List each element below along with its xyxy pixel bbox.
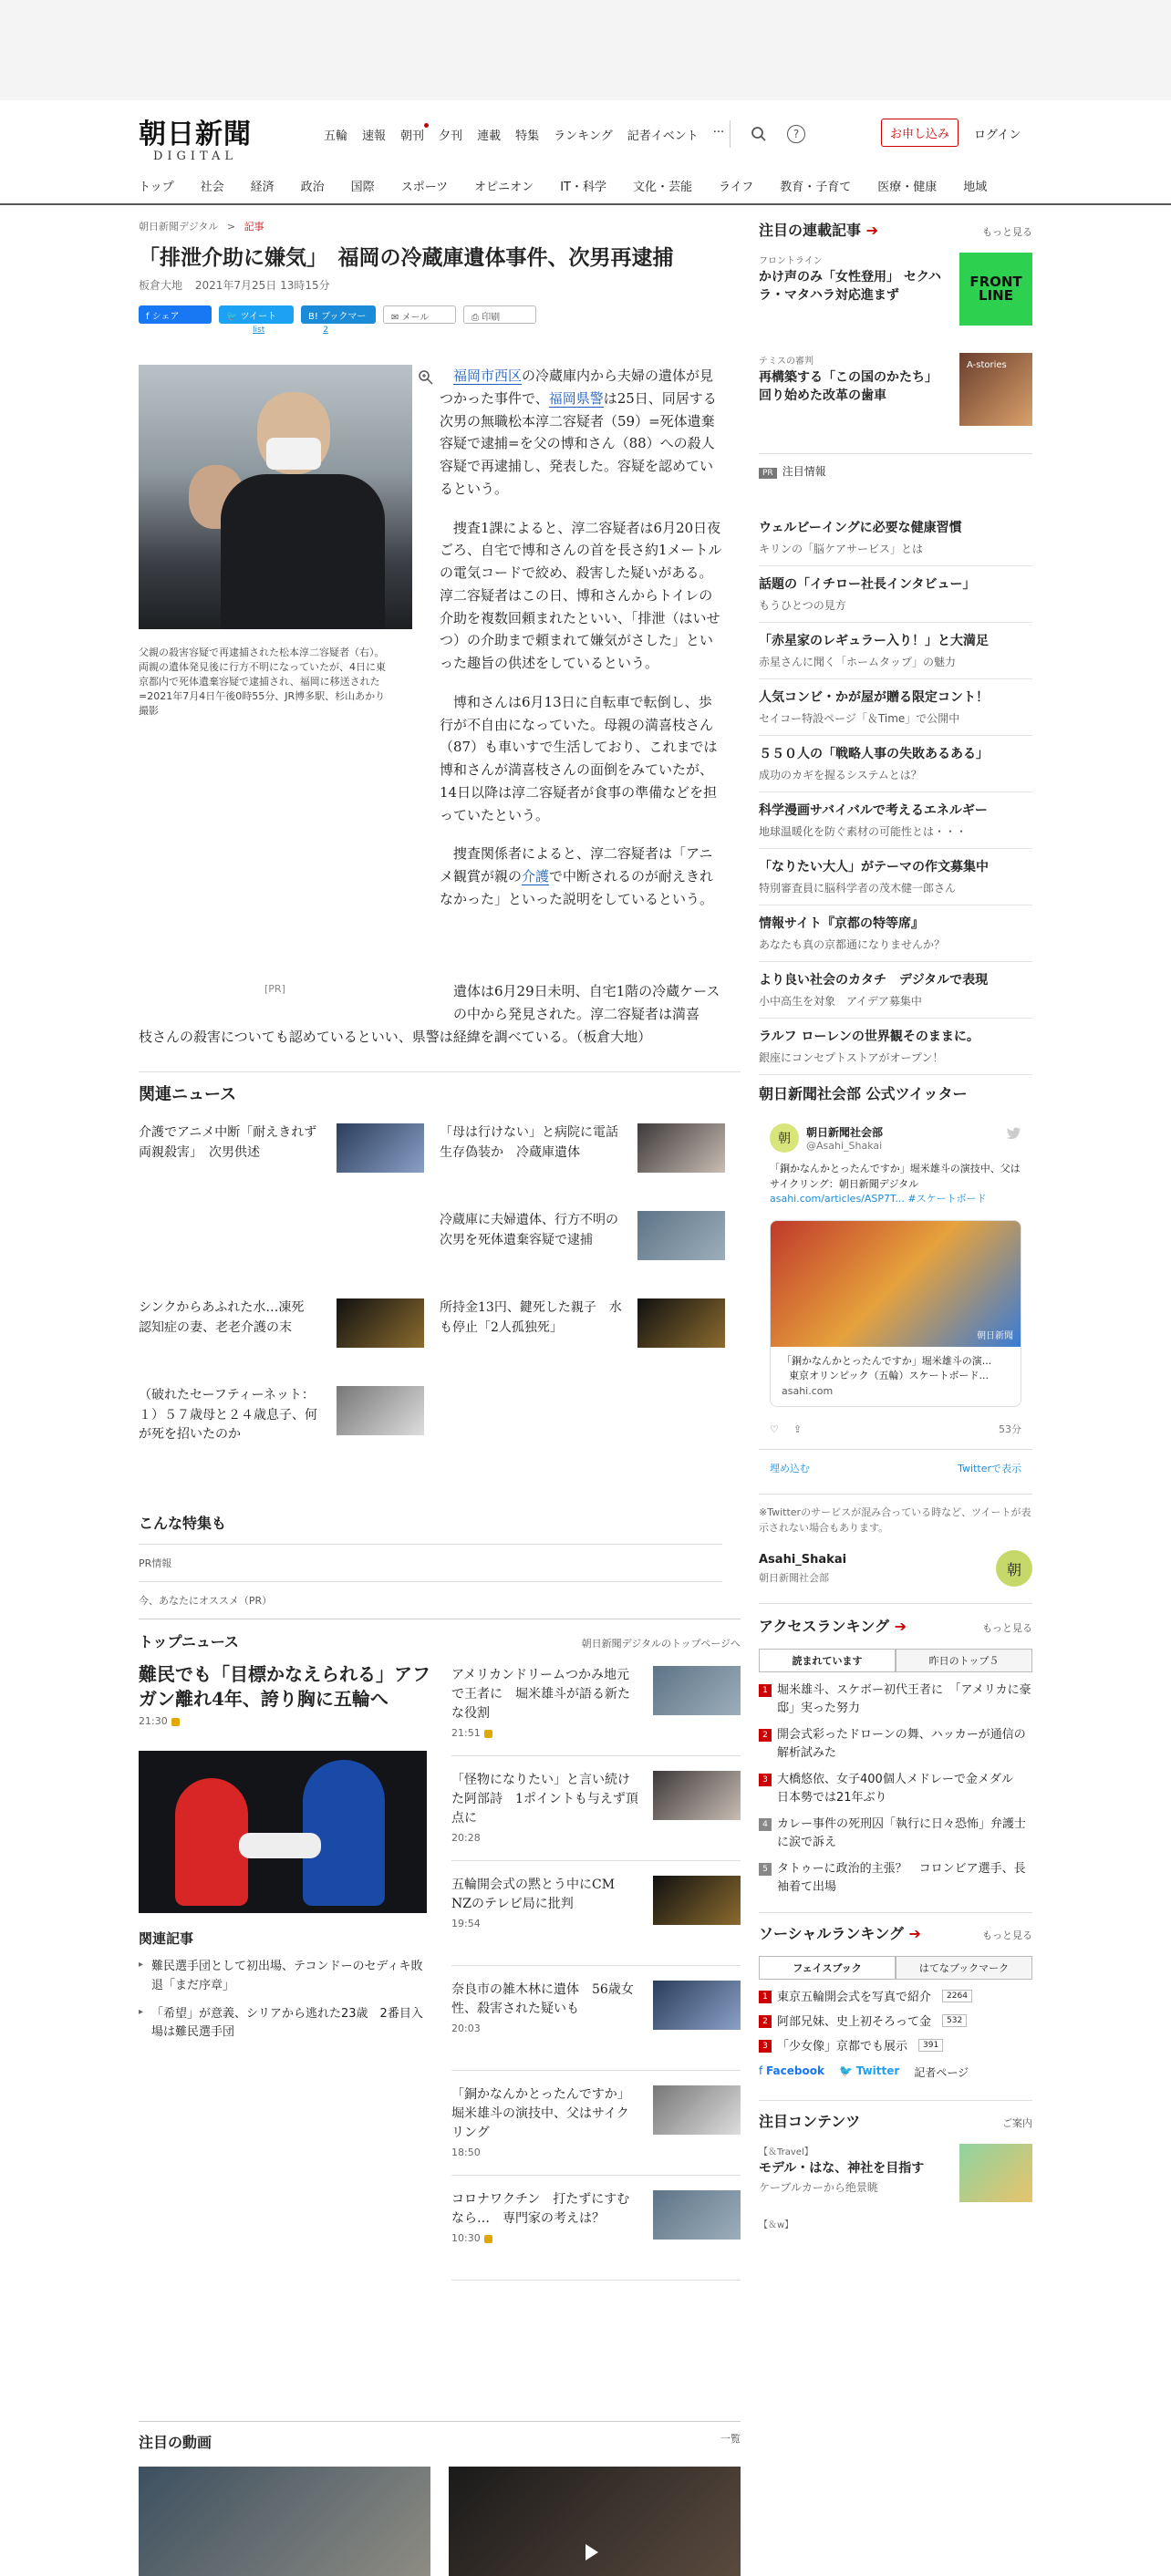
logo[interactable] [139, 111, 252, 163]
breadcrumb-home[interactable]: 朝日新聞デジタル [139, 221, 219, 233]
thumbnail [637, 1298, 725, 1348]
thumbnail [653, 1666, 741, 1715]
thumbnail [637, 1211, 725, 1260]
tweet-card[interactable] [770, 1220, 1021, 1408]
social-title: 東京五輪開会式を写真で紹介 [777, 1991, 932, 2004]
lock-icon [171, 1718, 180, 1726]
time-text: 20:03 [451, 2023, 481, 2034]
tab-most-read[interactable]: 読まれています [759, 1649, 896, 1671]
cat-education[interactable]: 教育・子育て [780, 181, 852, 194]
tweet-body: 「銅かなんかとったんですか」堀米雄斗の演技中、父はサイクリング：朝日新聞デジタル [770, 1163, 1021, 1190]
facebook-label: シェア [151, 311, 180, 322]
lock-icon [484, 2235, 492, 2243]
social-item[interactable] [759, 2012, 1032, 2029]
rank-number: 3 [759, 2040, 772, 2053]
photo-person [221, 474, 385, 629]
account-name: Asahi_Shakai [759, 1552, 847, 1567]
social-ranking [759, 1912, 1032, 2080]
tab-hatena[interactable]: はてなブックマーク [896, 1956, 1032, 1979]
news-title: コロナワクチン 打たずにすむなら… 専門家の考えは？ [451, 2192, 630, 2226]
pr-sub: 特別審査員に脳科学者の茂木健一郎さん [759, 882, 957, 895]
related-articles-title: 関連記事 [139, 1930, 194, 1947]
tweet-hashtag[interactable]: #スケートボード [907, 1193, 987, 1205]
top-news-header [139, 1619, 741, 1651]
view-on-twitter-link[interactable]: Twitterで表示 [958, 1463, 1021, 1474]
cat-society[interactable]: 社会 [200, 181, 224, 194]
access-ranking [759, 1603, 1032, 1896]
thumbnail [637, 1123, 725, 1173]
rank-title: 堀米雄斗、スケボー初代王者に 「アメリカに豪邸」実った努力 [777, 1683, 1031, 1715]
link-kaigo[interactable]: 介護 [522, 868, 550, 885]
content-item[interactable] [759, 2144, 1032, 2208]
pr-headline: より良い社会のカタチ デジタルで表現 [759, 973, 989, 988]
videos-more-link[interactable]: 一覧 [720, 2433, 741, 2445]
pr-headline: 「なりたい大人」がテーマの作文募集中 [759, 860, 989, 874]
cat-health[interactable]: 医療・健康 [877, 181, 938, 194]
logo-sub: DIGITAL [152, 150, 238, 163]
nav-more[interactable]: ··· [712, 126, 725, 140]
pr-item[interactable] [759, 792, 1032, 849]
heart-icon[interactable]: ♡ [770, 1422, 779, 1435]
pr-sub: 小中高生を対象 アイデア募集中 [759, 995, 922, 1008]
share-icon[interactable]: ⇪ [793, 1422, 803, 1435]
tweet-card-image [771, 1221, 1021, 1347]
astories-image: A-stories [959, 353, 1032, 426]
tab-facebook[interactable]: フェイスブック [759, 1956, 896, 1979]
pr-title: 注目情報 [782, 465, 826, 478]
time-text: 21:30 [139, 1715, 168, 1727]
nav-series[interactable]: 連載 [477, 129, 502, 143]
content-sub: ケーブルカーから绝景眺 [759, 2181, 878, 2195]
mail-label: メール [401, 312, 430, 323]
pr-list [759, 510, 1032, 1075]
pr-sub: 赤星さんに聞く「ホームタップ」の魅力 [759, 656, 957, 668]
recommend-row: 今、あなたにオススメ（PR） [139, 1581, 722, 1619]
nav-events[interactable]: 記者イベント [627, 129, 699, 143]
news-title: 五輪開会式の黙とう中にCM NZのテレビ局に批判 [451, 1878, 628, 1911]
section-title: 注目コンテンツ [759, 2113, 861, 2130]
article-paragraph: 博和さんは6月13日に自転車で転倒し、歩行が不自由になっていた。母親の満喜枝さん（87）も車いすで生活しており、これまでは博和さんが満喜枝さんの面倒をみていたが、14日以降は淳二容疑者が食事の準備などを担っていたという。 [440, 693, 718, 823]
cat-international[interactable]: 国際 [350, 181, 375, 194]
news-title: アメリカンドリームつかみ地元で王者に 堀米雄斗が語る新たな役割 [451, 1668, 630, 1721]
social-item[interactable] [759, 1987, 1032, 2004]
hatena-label: ブックマーク [308, 311, 367, 336]
tweet-handle[interactable]: @Asahi_Shakai [806, 1140, 883, 1152]
pr-sub: もうひとつの見方 [759, 599, 846, 612]
related-articles [139, 1958, 427, 2052]
access-tabs [759, 1649, 1032, 1672]
share-counts [253, 326, 741, 335]
news-title: 「銅かなんかとったんですか」堀米雄斗の演技中、父はサイクリング [451, 2087, 630, 2140]
rank-title: タトゥーに政治的主張？ コロンビア選手、長袖着て出場 [777, 1862, 1026, 1894]
article-body [440, 365, 722, 927]
related-item[interactable] [440, 1123, 725, 1173]
text: 捜査関係者によると、淳二容疑者は「アニメ観賞が親の [440, 845, 713, 885]
text: は25日、同居する次男の無職松本淳二容疑者（59）=死体遺棄容疑で逮捕=を父の博和さん（88）への殺人容疑で再逮捕し、発表した。容疑を認めているという。 [440, 389, 717, 497]
related-item[interactable] [139, 1298, 424, 1348]
cat-sports[interactable]: スポーツ [400, 181, 449, 194]
rank-number: 4 [759, 1818, 772, 1831]
article-paragraph [440, 843, 722, 910]
featured-videos [139, 2421, 741, 2452]
lead-time [139, 1715, 430, 1727]
photo-caption: 父親の殺害容疑で再逮捕された松本淳二容疑者（右）。両親の遺体発見後に行方不明になっていたが、4日に東京都内で死体遺棄容疑で逮捕され、福岡に移送された=2021年7月4日午後0時55分、JR博多駅、杉山あかり撮影 [139, 647, 386, 717]
card-host: asahi.com [782, 1384, 834, 1397]
cat-politics[interactable]: 政治 [300, 181, 325, 194]
rank-number: 1 [759, 1684, 772, 1697]
pr-sub: キリンの「脳ケアサービス」とは [759, 543, 924, 555]
tweet-header [770, 1123, 1021, 1153]
pr-item[interactable] [759, 1019, 1032, 1075]
ad-banner [0, 0, 1171, 100]
twitter-count[interactable]: list [253, 325, 265, 335]
site-header [0, 100, 1171, 205]
social-tabs [759, 1956, 1032, 1980]
cat-region[interactable]: 地域 [963, 181, 988, 194]
cat-it-science[interactable]: IT・科学 [560, 181, 606, 194]
cat-opinion[interactable]: オピニオン [474, 181, 534, 194]
card-brand: 朝日新聞 [977, 1330, 1013, 1341]
link-text: Facebook [766, 2064, 824, 2077]
pr-headline: ウェルビーイングに必要な健康習慣 [759, 521, 962, 535]
tweet-actions [770, 1422, 1021, 1436]
twitter-account[interactable] [759, 1550, 1032, 1587]
tweet-footer [759, 1449, 1032, 1486]
sidebar [759, 219, 1032, 2230]
thumbnail [337, 1386, 424, 1435]
rank-title: カレー事件の死刑囚「執行に日々恐怖」弁護士に涙で訴え [777, 1817, 1027, 1849]
related-article-link[interactable]: ▸ 難民選手団として初出場、テコンドーのセディキ敗退「まだ序章」 [139, 1958, 427, 1996]
related-title: シンクからあふれた水…凍死 認知症の妻、老老介護の末 [139, 1300, 317, 1335]
article-paragraph: 捜査1課によると、淳二容疑者は6月20日夜ごろ、自宅で博和さんの首を長さ約1メートルの電気コードで絞め、殺害した疑いがある。淳二容疑者はこの日、博和さんからトイレの介助を複数回頼まれたといい、「排泄（はいせつ）の介助まで頼まれて嫌気がさした」といった趣旨の供述をしているという。 [440, 519, 722, 671]
photo-athlete [303, 1760, 385, 1906]
pr-label: [PR] [264, 983, 285, 995]
time-text: 10:30 [451, 2232, 481, 2244]
pr-item[interactable] [759, 962, 1032, 1019]
thumbnail [337, 1123, 424, 1173]
pr-item[interactable] [759, 905, 1032, 962]
link-fukuoka-police[interactable]: 福岡県警 [548, 389, 604, 407]
related-title: （破れたセーフティーネット：１）５７歳母と２４歳息子、何が死を招いたのか [139, 1388, 317, 1443]
section-title: こんな特集も [139, 1515, 227, 1532]
breadcrumb-current: 記事 [244, 221, 264, 233]
social-item[interactable] [759, 2036, 1032, 2054]
content-title: モデル・はな、神社を目指す [759, 2161, 925, 2176]
pr-headline: 話題の「イチロー社長インタビュー」 [759, 577, 976, 592]
category-nav [139, 177, 987, 194]
pr-item[interactable] [759, 510, 1032, 566]
pr-headline: 人気コンビ・かが屋が贈る限定コント！ [759, 690, 989, 705]
title-text: ソーシャルランキング [759, 1925, 904, 1942]
pr-badge: PR [759, 468, 777, 479]
special-features [139, 1512, 722, 1619]
pr-headline: ５５０人の「戦略人事の失敗あるある」 [759, 747, 989, 761]
section-title: 朝日新聞社会部 公式ツイッター [759, 1085, 968, 1102]
thumbnail [653, 2085, 741, 2135]
thumbnail [653, 2190, 741, 2240]
top-news-list [451, 1662, 741, 2292]
print-button[interactable]: ⎙ 印刷 [463, 305, 536, 324]
rank-item[interactable] [759, 1860, 1032, 1896]
rank-number: 5 [759, 1863, 772, 1876]
pr-headline: 科学漫画サバイバルで考えるエネルギー [759, 803, 988, 818]
arrow-right-icon[interactable]: ➔ [894, 1618, 907, 1635]
frontline-image [959, 253, 1032, 326]
nav-ranking[interactable]: ランキング [554, 129, 613, 143]
article-paragraph [139, 980, 722, 1048]
news-row[interactable] [451, 1767, 741, 1861]
card-title: 「銅かなんかとったんですか」堀米雄斗の演... [782, 1354, 992, 1367]
cat-culture[interactable]: 文化・芸能 [632, 181, 692, 194]
account-sub: 朝日新聞社会部 [759, 1571, 829, 1584]
related-news [139, 1071, 741, 1445]
tweet-card-caption [771, 1347, 1021, 1407]
arrow-right-icon[interactable]: ➔ [908, 1925, 921, 1942]
series-title: かけ声のみ「女性登用」 セクハラ・マタハラ対応進まず [759, 270, 942, 304]
pr-header [759, 453, 1032, 479]
image-text: LINE [979, 287, 1013, 304]
series-item[interactable] [759, 253, 1032, 333]
empty-cell [139, 1211, 440, 1260]
news-title: 奈良市の雑木林に遺体 56歳女性、殺害された疑いも [451, 1982, 634, 2016]
section-title: トップニュース [139, 1633, 239, 1650]
cat-economy[interactable]: 経済 [250, 181, 275, 194]
rank-item[interactable] [759, 1771, 1032, 1806]
social-title: 阿部兄妹、史上初そろって金 [777, 2015, 932, 2029]
cat-top[interactable]: トップ [139, 181, 174, 194]
thumbnail [653, 1981, 741, 2030]
top-page-link[interactable]: 朝日新聞デジタルのトップページへ [581, 1638, 741, 1650]
card-desc: 東京オリンピック（五輪）スケートボード... [789, 1370, 990, 1381]
top-news [139, 1619, 741, 2244]
lead-photo[interactable] [139, 1751, 427, 1913]
news-row[interactable] [451, 1977, 741, 2071]
content-image [959, 2144, 1032, 2202]
hatena-bookmark-button[interactable]: B! ブックマーク [301, 305, 376, 324]
article-title: 「排泄介助に嫌気」 福岡の冷蔵庫遺体事件、次男再逮捕 [139, 245, 674, 270]
search-icon[interactable] [751, 126, 767, 142]
content-label: 【＆w】 [759, 2220, 794, 2230]
time-text: 20:28 [451, 1832, 481, 1844]
series-label: テミスの審判 [759, 357, 813, 367]
more-link[interactable]: もっと見る [982, 1929, 1032, 1941]
rank-title: 大橋悠依、女子400個人メドレーで金メダル 日本勢では21年ぶり [777, 1773, 1025, 1805]
video-thumbnail[interactable] [139, 2467, 430, 2576]
thumbnail [653, 1771, 741, 1820]
nav-breaking[interactable]: 速報 [362, 129, 387, 143]
article-paragraph [440, 365, 722, 501]
pr-item[interactable] [759, 849, 1032, 905]
video-thumbnail[interactable] [449, 2467, 741, 2576]
text: 遺体は6月29日未明、自宅1階の冷蔵ケースの中から発見された。淳二容疑者は満喜 [453, 983, 720, 1022]
section-title [759, 1922, 921, 1943]
pr-info-row: PR情報 [139, 1544, 722, 1581]
section-title: 注目の動画 [139, 2434, 212, 2451]
breadcrumb [139, 219, 741, 233]
pr-item[interactable] [759, 736, 1032, 792]
rank-number: 1 [759, 1991, 772, 2003]
rank-item[interactable] [759, 1726, 1032, 1762]
related-article-link[interactable]: ▸ 「希望」が意義、シリアから逃れた23歳 2番目入場は難民選手団 [139, 2005, 427, 2043]
twitter-note: ※Twitterのサービスが混み合っている時など、ツイートが表示されない場合もあります。 [759, 1494, 1032, 1536]
related-item[interactable] [139, 1386, 424, 1445]
image-text: FRONT [969, 274, 1022, 290]
photo-leg [239, 1833, 321, 1858]
section-title: 関連ニュース [139, 1085, 237, 1104]
more-link[interactable]: もっと見る [982, 226, 1032, 238]
photo-mask [266, 438, 321, 470]
featured-contents [759, 2100, 1032, 2230]
related-item[interactable] [440, 1298, 725, 1348]
nav-morning[interactable]: 朝刊 [400, 126, 424, 143]
play-icon [586, 2544, 598, 2560]
main-column [139, 219, 741, 2451]
series-item[interactable] [759, 353, 1032, 433]
rank-title: 開会式彩ったドローンの舞、ハッカーが通信の解析試みた [777, 1728, 1026, 1760]
pr-sub: 銀座にコンセプトストアがオープン！ [759, 1051, 944, 1064]
social-count: 391 [918, 2039, 943, 2052]
pr-headline: 「赤星家のレギュラー入り！」と大満足 [759, 634, 989, 648]
pr-sub: 地球温暖化を防ぐ素材の可能性とは・・・ [759, 825, 968, 838]
avatar: 朝 [996, 1550, 1032, 1587]
twitter-link[interactable]: 🐦 Twitter [838, 2064, 900, 2077]
related-title: 介護でアニメ中断「耐えきれず両親殺害」 次男供述 [139, 1125, 317, 1160]
logo-text: 朝日新聞 [139, 119, 252, 150]
related-item[interactable] [440, 1211, 725, 1260]
pr-headline: 情報サイト『京都の特等席』 [759, 916, 925, 931]
print-label: 印刷 [482, 312, 501, 323]
title-text: アクセスランキング [759, 1618, 890, 1635]
news-title: 「怪物になりたい」と言い続けた阿部詩 1ポイントも与えず頂点に [451, 1773, 638, 1826]
series-label: フロントライン [759, 256, 823, 266]
arrow-right-icon[interactable]: ➔ [865, 222, 878, 239]
tweet-time[interactable]: 53分 [999, 1423, 1021, 1435]
thumbnail [653, 1876, 741, 1925]
lock-icon [484, 1730, 492, 1738]
zoom-icon[interactable] [418, 369, 434, 386]
pr-headline: ラルフ ローレンの世界観そのままに。 [759, 1029, 979, 1044]
rank-item[interactable] [759, 1816, 1032, 1851]
more-link[interactable]: もっと見る [982, 1622, 1032, 1634]
related-item[interactable] [139, 1123, 424, 1173]
twitter-label: ツイート [240, 311, 277, 322]
article-photo[interactable] [139, 365, 412, 629]
nav-evening[interactable]: 夕刊 [439, 129, 463, 143]
apply-button[interactable]: お申し込み [881, 119, 959, 147]
help-icon[interactable]: ? [787, 125, 805, 143]
photo-athlete [175, 1778, 248, 1906]
byline [139, 277, 741, 293]
pr-sub: 成功のカギを握るシステムとは？ [759, 769, 922, 781]
breadcrumb-sep: > [226, 221, 236, 233]
time-text: 19:54 [451, 1918, 481, 1929]
twitter-share-button[interactable]: 🐦 ツイート [219, 305, 294, 324]
content-label: 【＆Travel】 [759, 2147, 813, 2157]
lead-title: 難民でも「目標かなえられる」アフガン離れ4年、誇り胸に五輪へ [139, 1663, 430, 1710]
rank-item[interactable] [759, 1681, 1032, 1717]
pr-item[interactable] [759, 566, 1032, 623]
top-nav [324, 126, 739, 143]
rank-number: 2 [759, 1729, 772, 1742]
publish-date: 2021年7月25日 13時15分 [194, 278, 330, 292]
avatar[interactable]: 朝 [770, 1123, 799, 1153]
facebook-link[interactable]: f Facebook [759, 2064, 824, 2077]
mail-button[interactable]: ✉ メール [383, 305, 456, 324]
pr-sub: セイコー特設ページ「＆Time」で公開中 [759, 712, 960, 725]
text: の冷蔵庫内から夫婦の遺体が見つかった事件で、 [440, 367, 714, 407]
related-title: 「母は行けない」と病院に電話 生存偽装か 冷蔵庫遺体 [440, 1125, 631, 1160]
nav-features[interactable]: 特集 [515, 129, 540, 143]
divider [730, 120, 731, 148]
pr-item[interactable] [759, 679, 1032, 736]
pr-item[interactable] [759, 623, 1032, 679]
link-text: Twitter [855, 2064, 900, 2077]
lead-story[interactable] [139, 1662, 430, 1727]
series-title: 再構築する「この国のかたち」 回り始めた改革の歯車 [759, 370, 944, 404]
author[interactable]: 板倉大地 [139, 278, 183, 292]
tweet-link[interactable]: asahi.com/articles/ASP7T... [770, 1193, 905, 1205]
link-fukuoka-nishi[interactable]: 福岡市西区 [453, 367, 523, 384]
news-row[interactable] [451, 2187, 741, 2281]
reporter-page-link[interactable]: 記者ページ [914, 2066, 969, 2079]
time-text: 18:50 [451, 2147, 481, 2158]
guide-link[interactable]: ご案内 [1002, 2117, 1032, 2129]
login-link[interactable]: ログイン [974, 129, 1021, 142]
text: で中断されるのが耐えきれなかった」といった説明をしているという。 [440, 868, 714, 907]
social-title: 「少女像」京都でも展示 [777, 2040, 908, 2054]
hatena-count[interactable]: 2 [323, 325, 328, 335]
social-count: 2264 [942, 1990, 972, 2002]
tweet-text [770, 1162, 1021, 1207]
section-title [759, 1615, 907, 1636]
time-text: 21:51 [451, 1727, 481, 1739]
news-row[interactable] [451, 1872, 741, 1966]
social-links [759, 2064, 1032, 2080]
twitter-bird-icon[interactable] [1007, 1127, 1021, 1140]
text: 枝さんの殺害についても認めているといい、県警は経緯を調べている。（板倉大地） [139, 1028, 652, 1045]
videos-header [139, 2421, 741, 2452]
title-text: 注目の連載記事 [759, 222, 862, 239]
cat-life[interactable]: ライフ [718, 181, 754, 194]
social-count: 532 [942, 2014, 967, 2027]
header-icons [730, 120, 805, 148]
rank-number: 3 [759, 1774, 772, 1786]
news-row[interactable] [451, 1662, 741, 1756]
section-title [759, 219, 878, 240]
related-grid [139, 1123, 741, 1445]
tweet-author[interactable]: 朝日新聞社会部 [806, 1126, 884, 1139]
pr-sub: あなたも真の京都通になりませんか？ [759, 938, 946, 951]
twitter-widget [759, 1082, 1032, 1587]
facebook-share-button[interactable]: f シェア [139, 305, 212, 324]
news-row[interactable] [451, 2082, 741, 2176]
tab-yesterday-top5[interactable]: 昨日のトップ５ [896, 1649, 1032, 1671]
related-title: 所持金13円、鍵死した親子 水も停止「2人孤独死」 [440, 1300, 622, 1335]
series-header [759, 219, 1032, 240]
related-title: 冷蔵庫に夫婦遺体、行方不明の次男を死体遺棄容疑で逮捕 [440, 1213, 618, 1247]
nav-olympics[interactable]: 五輪 [324, 129, 348, 143]
thumbnail [337, 1298, 424, 1348]
rank-number: 2 [759, 2015, 772, 2028]
embed-link[interactable]: 埋め込む [770, 1463, 810, 1474]
